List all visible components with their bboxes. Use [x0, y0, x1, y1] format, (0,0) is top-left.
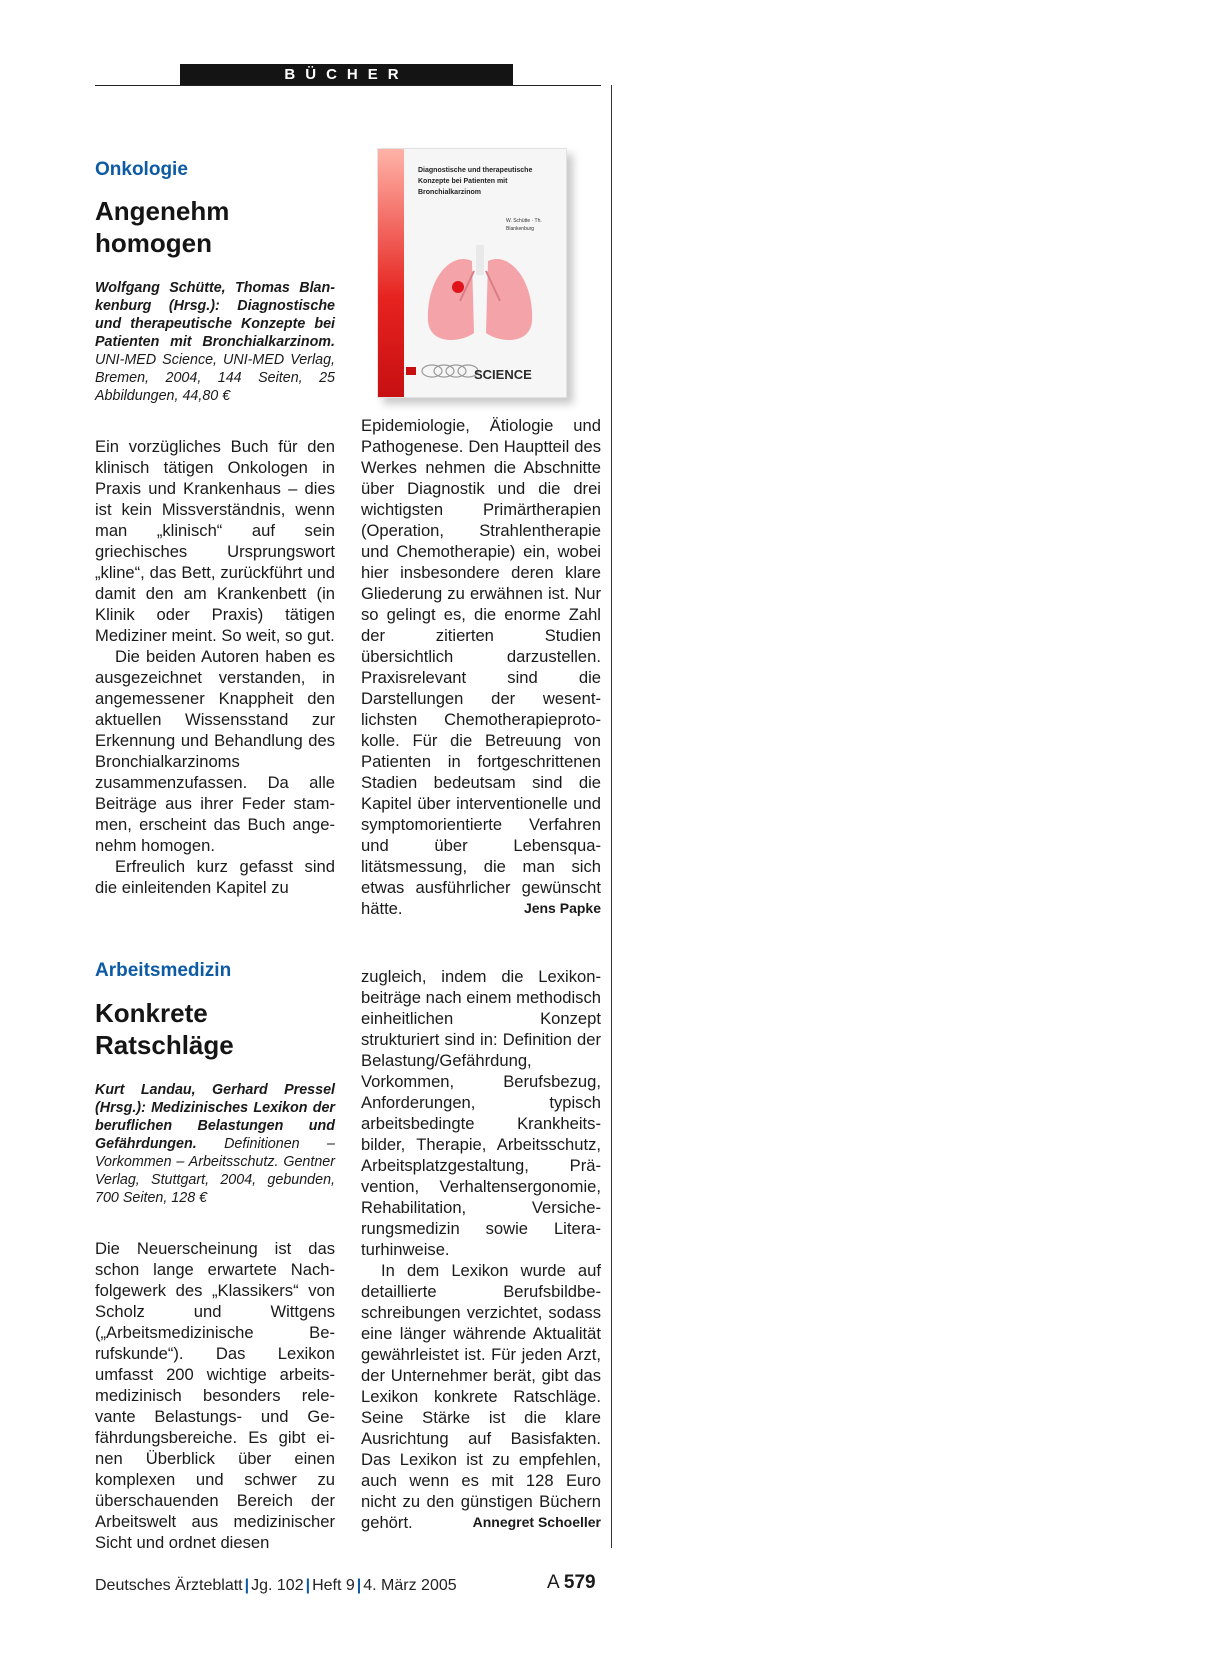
- book-cover-image: [377, 148, 567, 398]
- biblio-authors-title: Kurt Landau, Gerhard Pressel (Hrsg.): Medizinisches Lexikon der beruflichen Belastungen und Gefährdungen.: [95, 1082, 335, 1152]
- paragraph: Die beiden Autoren haben es ausgezeichnet verstanden, in angemessener Knappheit den aktuellen Wissensstand zur Erkennung und Behandlung des Bronchialkarzinoms zusammenzufassen. Da alle Beiträge aus ihrer Feder stammen, erscheint das Buch angenehm homogen.: [95, 647, 335, 855]
- journal-issue: Heft 9: [312, 1577, 355, 1594]
- paragraph: [361, 415, 601, 919]
- journal-date: 4. März 2005: [363, 1577, 457, 1594]
- footer-separator: |: [305, 1577, 311, 1594]
- journal-name: Deutsches Ärzteblatt: [95, 1577, 243, 1594]
- paragraph: zugleich, indem die Lexikonbeiträge nach einem methodisch einheitlichen Konzept strukturiert sind in: Definition der Belastung/Gefährdung, Vorkommen, Berufsbezug, Anforderungen, typisch arbeitsbedingte Krankheitsbilder, Therapie, Arbeitsschutz, Arbeitsplatzgestaltung, Prävention, Verhaltensergonomie, Rehabilitation, Versicherungsmedizin sowie Literaturhinweise.: [361, 967, 601, 1259]
- article-headline: [95, 195, 229, 259]
- paragraph: Erfreulich kurz gefasst sind die einleitenden Kapitel zu: [95, 857, 335, 897]
- journal-volume: Jg. 102: [251, 1577, 304, 1594]
- author-signature: Jens Papke: [523, 900, 601, 916]
- author-signature: Annegret Schoeller: [472, 1514, 601, 1530]
- article-column: [361, 415, 601, 919]
- cover-brand: SCIENCE: [474, 367, 532, 382]
- article-headline: [95, 997, 234, 1061]
- headline-line: Konkrete: [95, 998, 208, 1028]
- bibliography: [95, 279, 335, 405]
- footer-separator: |: [356, 1577, 362, 1594]
- paragraph: [361, 1260, 601, 1533]
- cover-spine: [378, 149, 404, 397]
- article-column: [361, 966, 601, 1533]
- rubric-onkologie: Onkologie: [95, 159, 188, 180]
- bibliography: [95, 1081, 335, 1207]
- rubric-arbeitsmedizin: Arbeitsmedizin: [95, 960, 232, 981]
- page-footer: [95, 1577, 457, 1595]
- page-number-value: 579: [563, 1572, 596, 1593]
- cover-title: Diagnostische und therapeutische Konzepte bei Patienten mit Bronchialkarzinom: [418, 167, 533, 196]
- headline-line: homogen: [95, 228, 212, 258]
- biblio-publisher: UNI-MED Science, UNI-MED Verlag, Bremen, 2004, 144 Seiten, 25 Abbildungen, 44,80 €: [95, 352, 335, 404]
- page-number: [547, 1572, 596, 1594]
- headline-line: Ratschläge: [95, 1030, 234, 1060]
- lungs-illustration: [420, 241, 540, 351]
- paragraph-text: Epidemiologie, Ätiologie und Pathogenese. Den Hauptteil des Werkes nehmen die Abschnitte über Diagnostik und die drei wichtigsten Primärtherapien (Operation, Strahlentherapie und Chemotherapie) ein, wobei hier insbesondere deren klare Gliederung zu erwähnen ist. Nur so gelingt es, die enorme Zahl der zitierten Studien übersichtlich darzustellen. Praxisrelevant sind die Darstellungen der wesentlichsten Chemotherapieprotokolle. Für die Betreuung von Patienten in fortgeschrittenen Stadien bedeutsam sind die Kapitel über interventionelle und symptomorientierte Verfahren und über Lebensqualitätsmessung, die man sich etwas ausführlicher gewünscht hätte.: [361, 416, 601, 918]
- article-column: [95, 1238, 335, 1553]
- article-column: [95, 436, 335, 898]
- page-prefix: A: [547, 1572, 559, 1593]
- biblio-authors-title: Wolfgang Schütte, Thomas Blankenburg (Hrsg.): Diagnostische und therapeutische Konzepte bei Patienten mit Bronchialkarzinom.: [95, 280, 335, 350]
- headline-line: Angenehm: [95, 196, 230, 226]
- biblio-publisher: Definitionen – Vorkommen – Arbeitsschutz. Gentner Verlag, Stuttgart, 2004, gebunden, 700 Seiten, 128 €: [95, 1136, 335, 1206]
- paragraph-text: In dem Lexikon wurde auf detaillierte Berufsbildbeschreibungen verzichtet, sodass eine länger währende Aktualität gewährleistet ist. Für jeden Arzt, der Unternehmer berät, gibt das Lexikon konkrete Ratschläge. Seine Stärke ist die klare Ausrichtung auf Basisfakten. Das Lexikon ist zu empfehlen, auch wenn es mit 128 Euro nicht zu den günstigen Büchern gehört.: [361, 1261, 601, 1532]
- cover-authors: W. Schütte · Th. Blankenburg: [506, 218, 542, 232]
- section-title: BÜCHER: [180, 64, 513, 85]
- column-rule: [611, 85, 612, 1548]
- paragraph: Ein vorzügliches Buch für den klinisch tätigen Onkologen in Praxis und Krankenhaus – dies ist kein Missverständnis, wenn man „klinisch“ auf sein griechisches Ursprungswort „kline“, das Bett, zurückführt und damit den am Krankenbett (in Klinik oder Praxis) tätigen Mediziner meint. So weit, so gut.: [95, 437, 335, 645]
- footer-separator: |: [244, 1577, 250, 1594]
- paragraph: Die Neuerscheinung ist das schon lange erwartete Nachfolgewerk des „Klassikers“ von Scholz und Wittgens („Arbeitsmedizinische Berufskunde“). Das Lexikon umfasst 200 wichtige arbeitsmedizinisch besonders relevante Belastungs- und Gefährdungsbereiche. Es gibt einen Überblick über einen komplexen und schwer zu überschauenden Bereich der Arbeitswelt aus medizinischer Sicht und ordnet diesen: [95, 1239, 335, 1552]
- header-rule: [95, 85, 601, 86]
